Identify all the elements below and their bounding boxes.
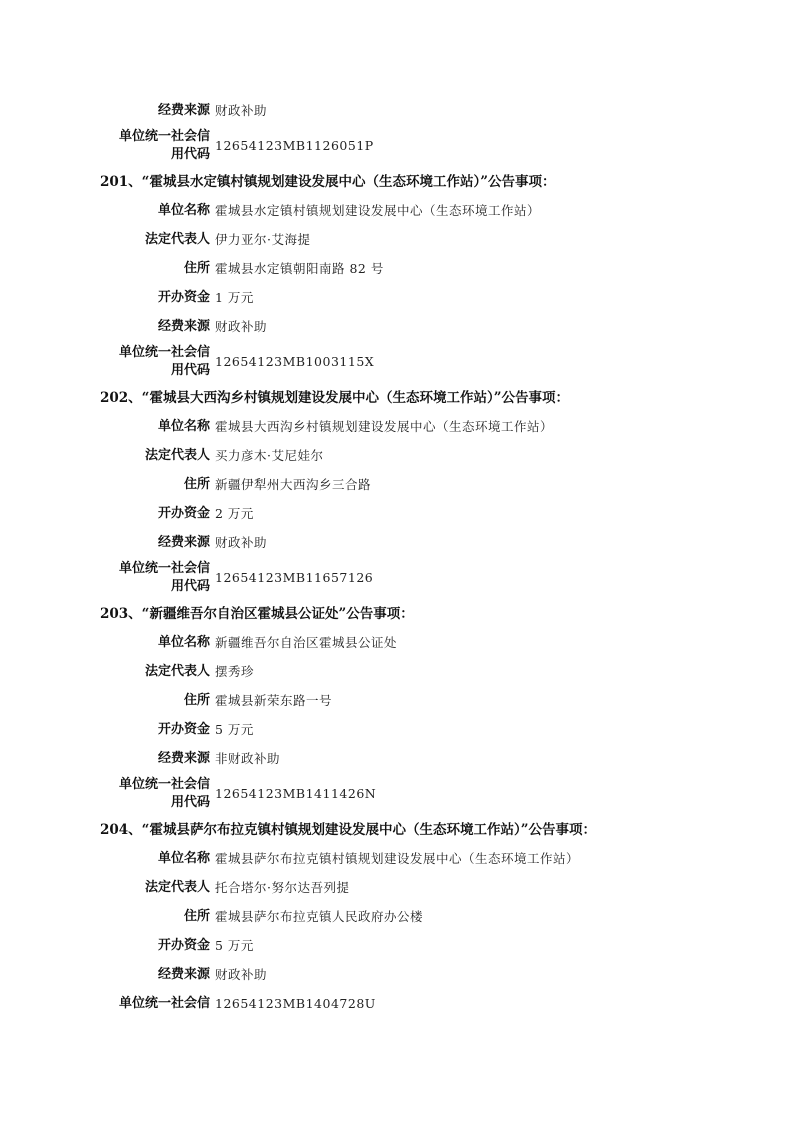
rep-label: 法定代表人	[144, 880, 210, 895]
addr-label: 住所	[183, 477, 210, 492]
funding-row	[0, 101, 793, 123]
funding-label: 经费来源	[157, 103, 210, 118]
addr-row	[0, 475, 793, 497]
funding-value: 财政补助	[215, 319, 268, 334]
funding-label: 经费来源	[157, 319, 210, 334]
name-row	[0, 849, 793, 871]
funding-row	[0, 749, 793, 771]
name-row	[0, 633, 793, 655]
capital-row	[0, 288, 793, 310]
code-row	[0, 776, 793, 812]
capital-row	[0, 504, 793, 526]
name-value: 霍城县萨尔布拉克镇村镇规划建设发展中心（生态环境工作站）	[215, 851, 580, 866]
addr-row	[0, 907, 793, 929]
addr-value: 霍城县水定镇朝阳南路 82 号	[215, 261, 384, 276]
capital-label: 开办资金	[157, 290, 210, 305]
code-row	[0, 994, 793, 1016]
rep-row	[0, 878, 793, 900]
entry-heading: 203、“新疆维吾尔自治区霍城县公证处”公告事项：	[100, 606, 414, 622]
rep-row	[0, 446, 793, 468]
capital-value: 1 万元	[215, 290, 254, 305]
code-value: 12654123MB11657126	[215, 570, 374, 585]
name-row	[0, 201, 793, 223]
entry-heading: 201、“霍城县水定镇村镇规划建设发展中心（生态环境工作站）”公告事项：	[100, 174, 556, 190]
rep-label: 法定代表人	[144, 448, 210, 463]
name-label: 单位名称	[157, 419, 210, 434]
funding-value: 非财政补助	[215, 751, 281, 766]
rep-row	[0, 230, 793, 252]
funding-label: 经费来源	[157, 967, 210, 982]
entry-heading: 202、“霍城县大西沟乡村镇规划建设发展中心（生态环境工作站）”公告事项：	[100, 390, 569, 406]
code-row	[0, 344, 793, 380]
capital-value: 2 万元	[215, 506, 254, 521]
code-label: 单位统一社会信	[118, 996, 210, 1011]
funding-label: 经费来源	[157, 751, 210, 766]
addr-label: 住所	[183, 693, 210, 708]
code-label: 单位统一社会信 用代码	[118, 777, 210, 810]
rep-row	[0, 662, 793, 684]
capital-label: 开办资金	[157, 506, 210, 521]
entry-heading: 204、“霍城县萨尔布拉克镇村镇规划建设发展中心（生态环境工作站）”公告事项：	[100, 822, 596, 838]
capital-row	[0, 720, 793, 742]
addr-row	[0, 691, 793, 713]
addr-label: 住所	[183, 261, 210, 276]
name-label: 单位名称	[157, 851, 210, 866]
funding-row	[0, 965, 793, 987]
code-value: 12654123MB1411426N	[215, 786, 377, 801]
funding-value: 财政补助	[215, 103, 268, 118]
funding-row	[0, 533, 793, 555]
code-row	[0, 128, 793, 164]
rep-value: 托合塔尔·努尔达吾列提	[215, 880, 350, 895]
addr-value: 霍城县新荣东路一号	[215, 693, 333, 708]
funding-row	[0, 317, 793, 339]
code-row	[0, 560, 793, 596]
addr-row	[0, 259, 793, 281]
addr-value: 新疆伊犁州大西沟乡三合路	[215, 477, 372, 492]
capital-value: 5 万元	[215, 938, 254, 953]
funding-label: 经费来源	[157, 535, 210, 550]
code-label: 单位统一社会信 用代码	[118, 345, 210, 378]
addr-label: 住所	[183, 909, 210, 924]
code-label: 单位统一社会信 用代码	[118, 561, 210, 594]
code-value: 12654123MB1126051P	[215, 138, 374, 153]
name-label: 单位名称	[157, 635, 210, 650]
funding-value: 财政补助	[215, 535, 268, 550]
capital-value: 5 万元	[215, 722, 254, 737]
name-value: 霍城县水定镇村镇规划建设发展中心（生态环境工作站）	[215, 203, 541, 218]
rep-value: 伊力亚尔·艾海提	[215, 232, 311, 247]
code-label: 单位统一社会信 用代码	[118, 129, 210, 162]
name-label: 单位名称	[157, 203, 210, 218]
code-value: 12654123MB1003115X	[215, 354, 375, 369]
rep-value: 买力彦木·艾尼娃尔	[215, 448, 324, 463]
capital-row	[0, 936, 793, 958]
name-value: 霍城县大西沟乡村镇规划建设发展中心（生态环境工作站）	[215, 419, 554, 434]
rep-label: 法定代表人	[144, 664, 210, 679]
rep-value: 摆秀珍	[215, 664, 255, 679]
funding-value: 财政补助	[215, 967, 268, 982]
rep-label: 法定代表人	[144, 232, 210, 247]
capital-label: 开办资金	[157, 722, 210, 737]
name-row	[0, 417, 793, 439]
code-value: 12654123MB1404728U	[215, 996, 376, 1011]
name-value: 新疆维吾尔自治区霍城县公证处	[215, 635, 398, 650]
addr-value: 霍城县萨尔布拉克镇人民政府办公楼	[215, 909, 424, 924]
capital-label: 开办资金	[157, 938, 210, 953]
